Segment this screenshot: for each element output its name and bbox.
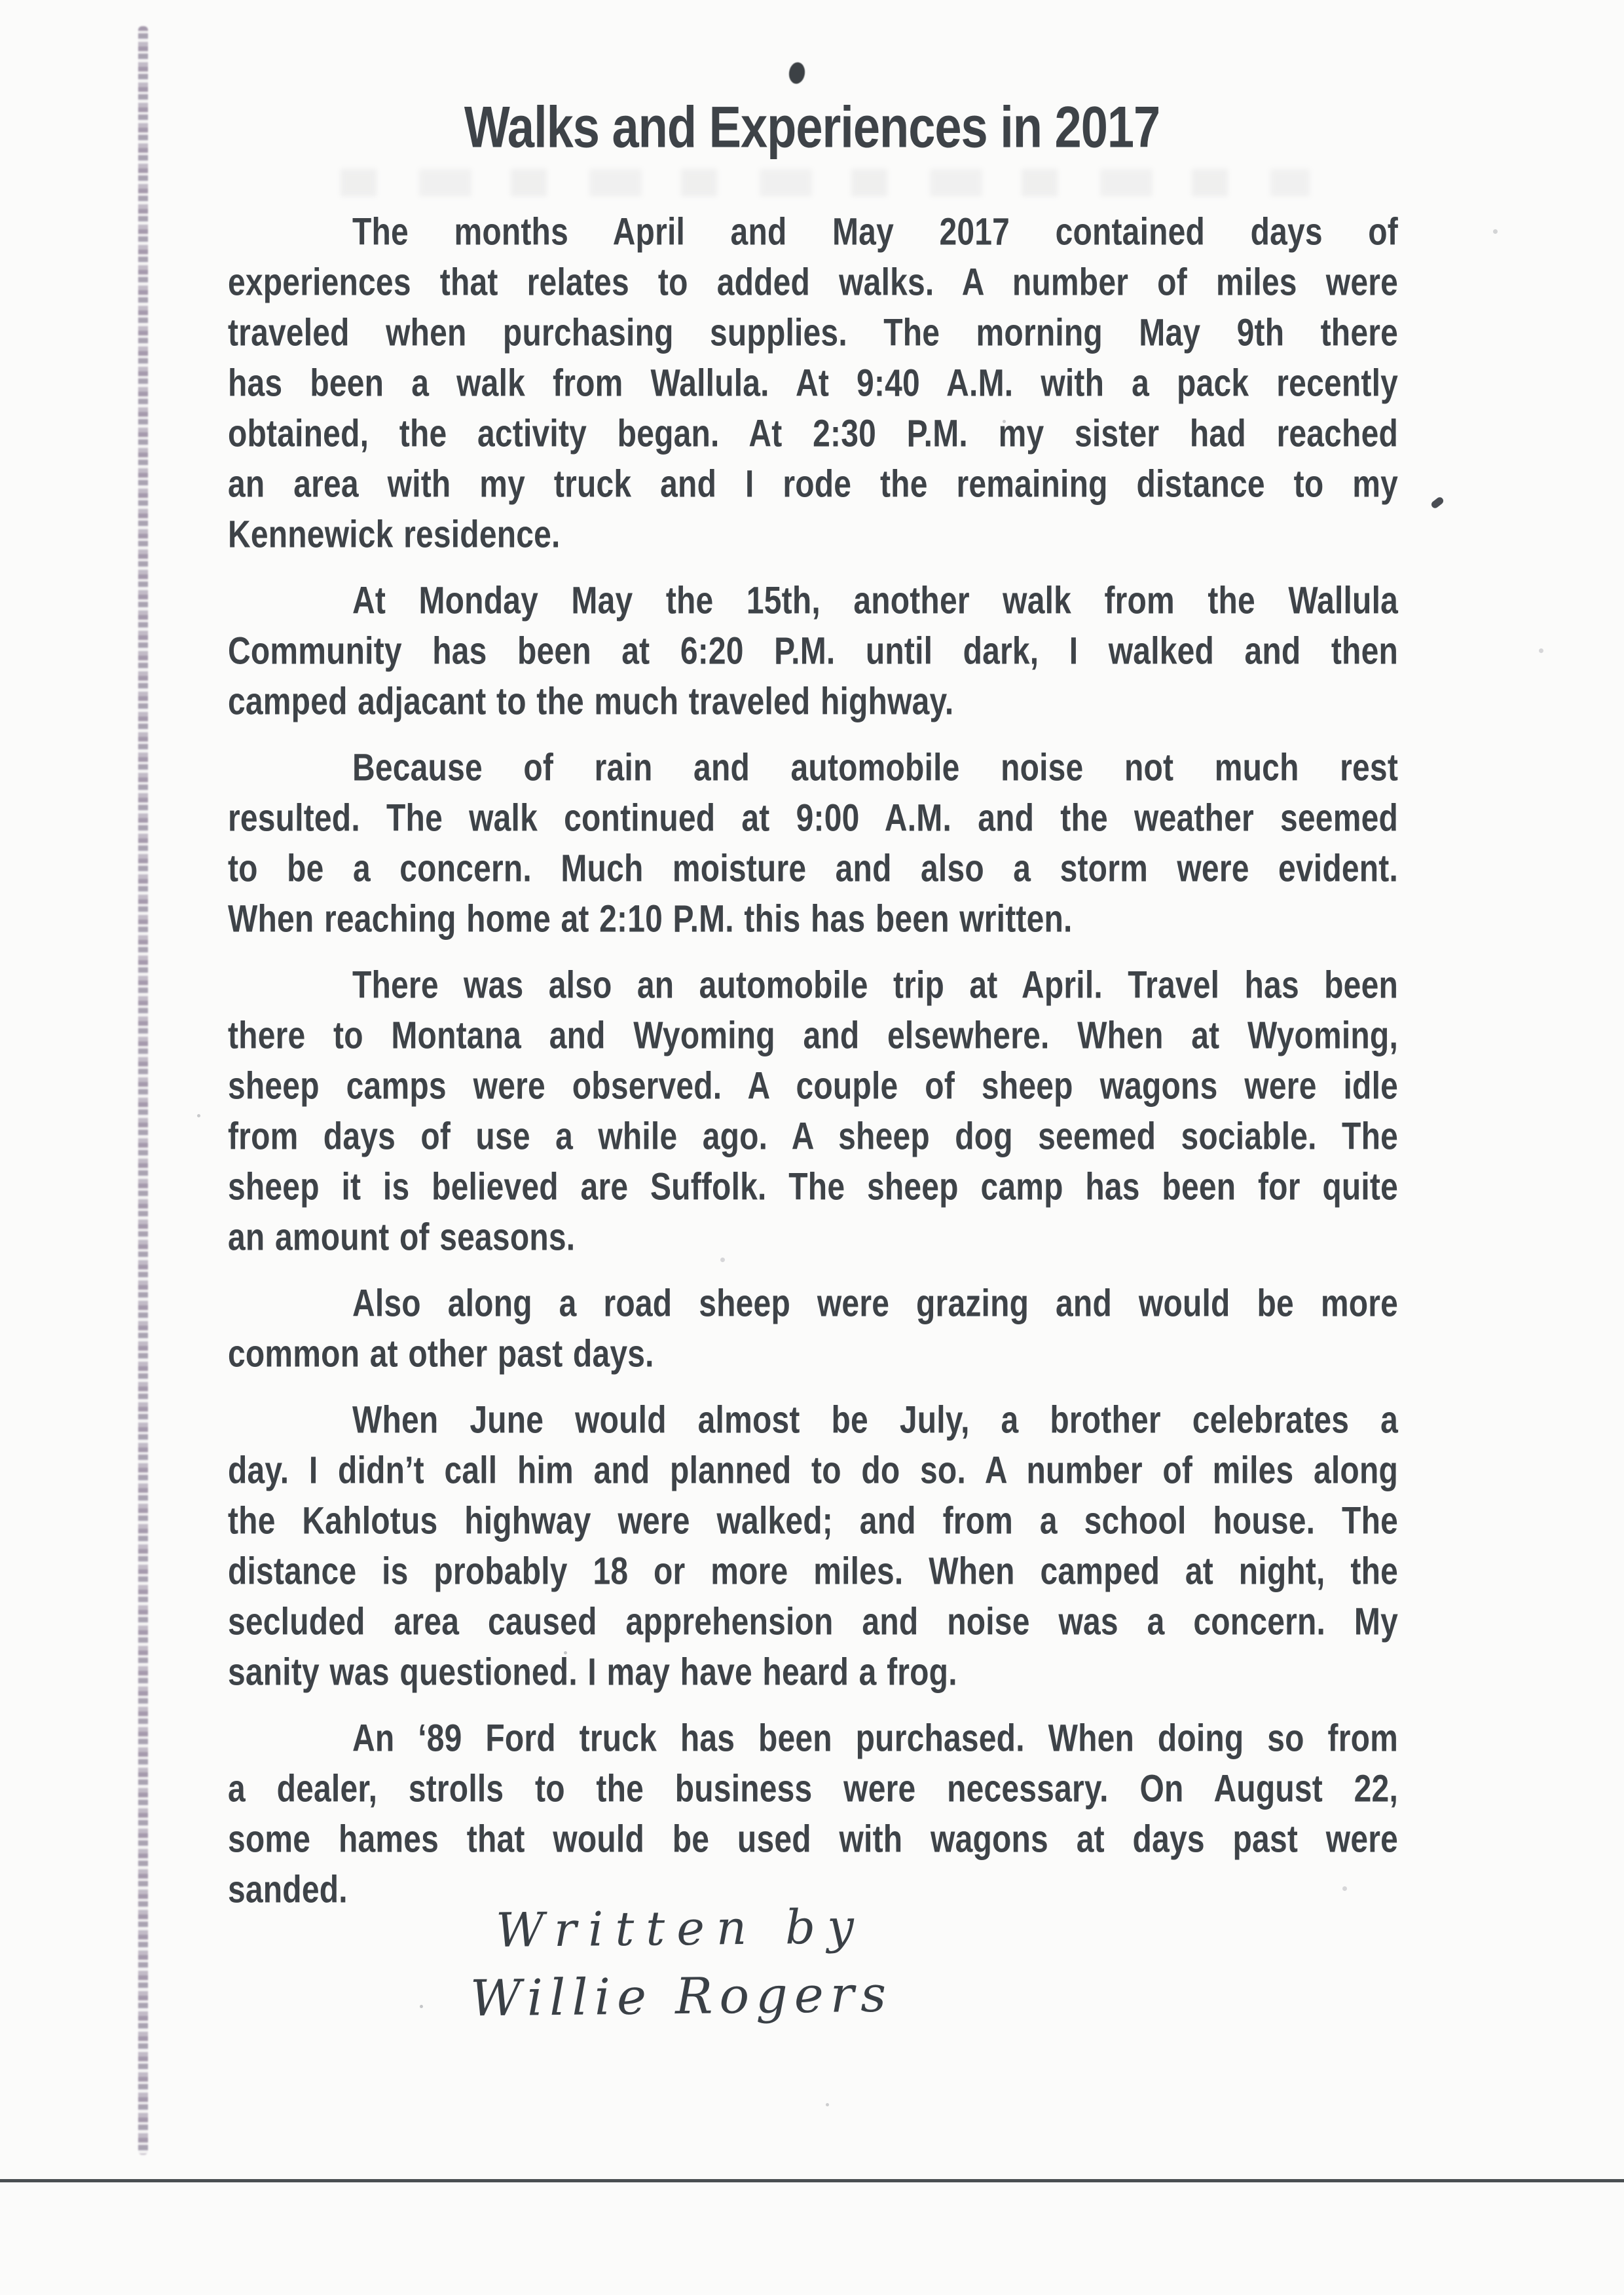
scan-noise-specks [0, 0, 2, 2]
text-line: secluded area caused apprehension and noise was a concern. My [228, 1601, 1398, 1643]
text-line: an area with my truck and I rode the remaining distance to my [228, 463, 1398, 506]
text-line: resulted. The walk continued at 9:00 A.M. and the weather seemed [228, 797, 1398, 840]
text-line: an amount of seasons. [228, 1216, 576, 1259]
text-line: a dealer, strolls to the business were necessary. On August 22, [228, 1768, 1398, 1810]
text-line: some hames that would be used with wagons at days past were [228, 1818, 1398, 1861]
text-line: common at other past days. [228, 1333, 654, 1375]
scanner-edge-artifact [138, 26, 148, 2155]
text-line: At Monday May the 15th, another walk from the Wallula [352, 580, 1398, 622]
text-line: sheep camps were observed. A couple of sheep wagons were idle [228, 1065, 1398, 1108]
text-line: distance is probably 18 or more miles. When camped at night, the [228, 1550, 1398, 1593]
text-line: day. I didn’t call him and planned to do so. A number of miles along [228, 1449, 1398, 1492]
document-body [228, 207, 1398, 1931]
text-line: When June would almost be July, a brother celebrates a [352, 1399, 1398, 1442]
text-line: obtained, the activity began. At 2:30 P.M. my sister had reached [228, 413, 1398, 455]
ink-blotch [788, 61, 806, 84]
signature-written-by: Written by [495, 1899, 866, 1958]
paragraph-7 [228, 1713, 1398, 1915]
text-line: Because of rain and automobile noise not much rest [352, 747, 1398, 789]
text-line: camped adjacant to the much traveled highway. [228, 681, 954, 723]
text-line: When reaching home at 2:10 P.M. this has been written. [228, 898, 1073, 941]
text-line: Also along a road sheep were grazing and would be more [352, 1282, 1398, 1325]
text-line: sanity was questioned. I may have heard a frog. [228, 1651, 957, 1694]
paragraph-5 [228, 1278, 1398, 1379]
paragraph-4 [228, 960, 1398, 1263]
text-line: to be a concern. Much moisture and also a storm were evident. [228, 848, 1398, 890]
text-line: There was also an automobile trip at April. Travel has been [352, 964, 1398, 1007]
text-line: sheep it is believed are Suffolk. The sheep camp has been for quite [228, 1166, 1398, 1208]
text-line: Kennewick residence. [228, 513, 561, 556]
ink-speck [1430, 496, 1445, 510]
text-line: there to Montana and Wyoming and elsewhere. When at Wyoming, [228, 1015, 1398, 1057]
text-line: experiences that relates to added walks. A number of miles were [228, 261, 1398, 304]
paragraph-6 [228, 1395, 1398, 1698]
text-line: The months April and May 2017 contained days of [352, 211, 1398, 253]
text-line: from days of use a while ago. A sheep dog seemed sociable. The [228, 1115, 1398, 1158]
text-line: sanded. [228, 1869, 348, 1911]
paragraph-1 [228, 207, 1398, 560]
text-line: the Kahlotus highway were walked; and from a school house. The [228, 1500, 1398, 1542]
paragraph-3 [228, 743, 1398, 944]
paragraph-2 [228, 576, 1398, 727]
photocopy-ghosting [341, 169, 1310, 196]
text-line: Community has been at 6:20 P.M. until dark, I walked and then [228, 630, 1398, 673]
paper-bottom-edge [0, 2179, 1624, 2182]
text-line: has been a walk from Wallula. At 9:40 A.M. with a pack recently [228, 362, 1398, 405]
signature-name: Willie Rogers [470, 1964, 893, 2028]
text-line: traveled when purchasing supplies. The morning May 9th there [228, 312, 1398, 354]
text-line: An ‘89 Ford truck has been purchased. When doing so from [352, 1717, 1398, 1760]
handwritten-signature [248, 1890, 1114, 2035]
document-title: Walks and Experiences in 2017 [464, 94, 1160, 160]
